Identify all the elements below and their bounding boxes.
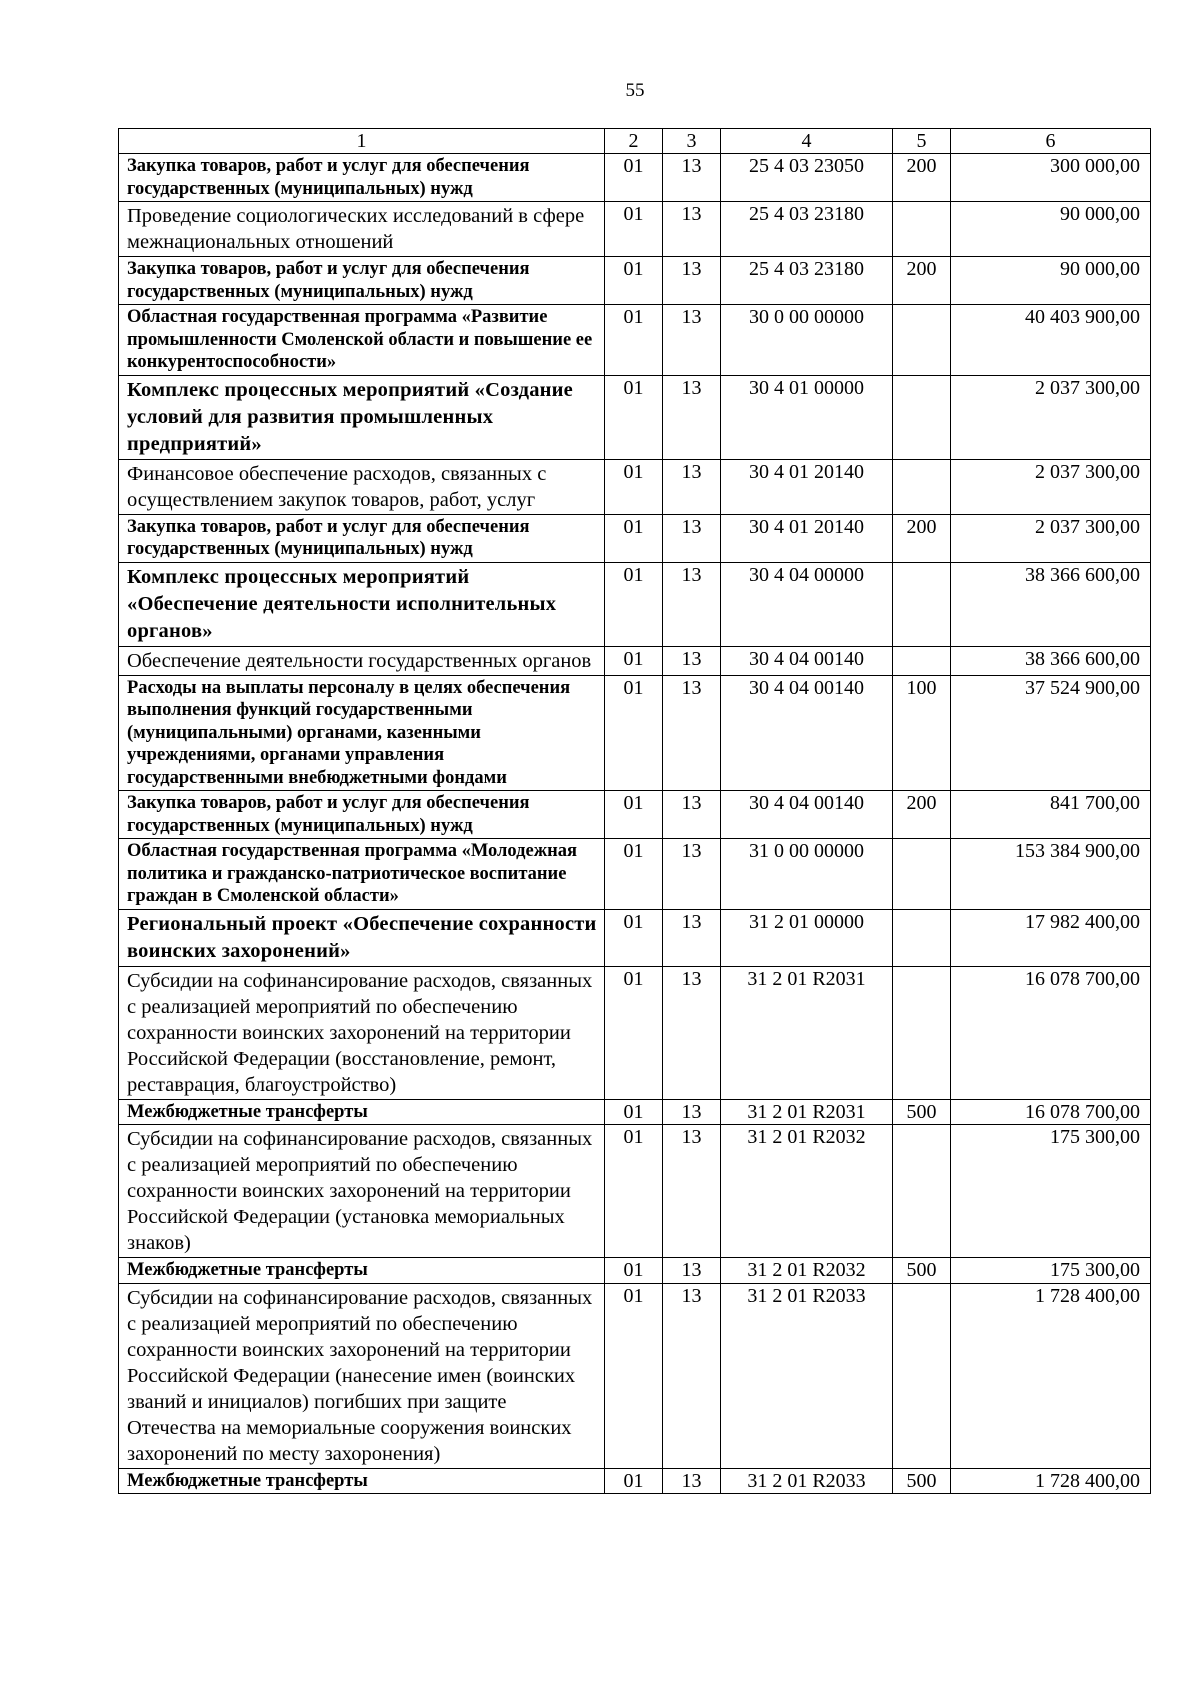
budget-table xyxy=(118,128,1151,1494)
row-name-cell: Областная государственная программа «Развитие промышленности Смоленской области и повышение ее конкурентоспособности» xyxy=(119,305,605,376)
row-amount-cell: 175 300,00 xyxy=(951,1125,1151,1258)
row-expense-type-cell xyxy=(893,1283,951,1468)
row-name-cell: Субсидии на софинансирование расходов, связанных с реализацией мероприятий по обеспечению сохранности воинских захоронений на территории Российской Федерации (нанесение имен (воинских званий и инициалов) погибших при защите Отечества на мемориальные сооружения воинских захоронений по месту захоронения) xyxy=(119,1283,605,1468)
row-section-cell: 01 xyxy=(605,966,663,1099)
row-section-cell: 01 xyxy=(605,839,663,910)
row-expense-type-cell: 500 xyxy=(893,1099,951,1125)
row-amount-cell: 16 078 700,00 xyxy=(951,966,1151,1099)
row-name-cell: Межбюджетные трансферты xyxy=(119,1099,605,1125)
row-subsection-cell: 13 xyxy=(663,966,721,1099)
row-expense-type-cell: 100 xyxy=(893,675,951,791)
table-row xyxy=(119,1258,1151,1284)
row-amount-cell: 90 000,00 xyxy=(951,202,1151,257)
header-cell: 1 xyxy=(119,129,605,154)
row-section-cell: 01 xyxy=(605,202,663,257)
row-subsection-cell: 13 xyxy=(663,375,721,459)
row-section-cell: 01 xyxy=(605,257,663,305)
row-target-article-cell: 30 4 04 00140 xyxy=(721,791,893,839)
row-name-cell: Субсидии на софинансирование расходов, связанных с реализацией мероприятий по обеспечению сохранности воинских захоронений на территории Российской Федерации (установка мемориальных знаков) xyxy=(119,1125,605,1258)
table-row xyxy=(119,646,1151,675)
row-expense-type-cell xyxy=(893,839,951,910)
row-section-cell: 01 xyxy=(605,305,663,376)
header-cell: 6 xyxy=(951,129,1151,154)
row-subsection-cell: 13 xyxy=(663,514,721,562)
row-expense-type-cell xyxy=(893,305,951,376)
row-expense-type-cell xyxy=(893,459,951,514)
row-name-cell: Областная государственная программа «Молодежная политика и гражданско-патриотическое воспитание граждан в Смоленской области» xyxy=(119,839,605,910)
row-section-cell: 01 xyxy=(605,1468,663,1494)
row-subsection-cell: 13 xyxy=(663,839,721,910)
row-name-cell: Субсидии на софинансирование расходов, связанных с реализацией мероприятий по обеспечению сохранности воинских захоронений на территории Российской Федерации (восстановление, ремонт, реставрация, благоустройство) xyxy=(119,966,605,1099)
row-section-cell: 01 xyxy=(605,675,663,791)
row-subsection-cell: 13 xyxy=(663,305,721,376)
row-expense-type-cell xyxy=(893,966,951,1099)
page-number: 55 xyxy=(625,80,645,101)
row-amount-cell: 16 078 700,00 xyxy=(951,1099,1151,1125)
row-expense-type-cell: 200 xyxy=(893,257,951,305)
row-expense-type-cell xyxy=(893,646,951,675)
row-target-article-cell: 31 2 01 R2032 xyxy=(721,1258,893,1284)
table-row xyxy=(119,675,1151,791)
table-row xyxy=(119,202,1151,257)
row-amount-cell: 2 037 300,00 xyxy=(951,375,1151,459)
row-expense-type-cell xyxy=(893,1125,951,1258)
row-target-article-cell: 25 4 03 23180 xyxy=(721,202,893,257)
row-subsection-cell: 13 xyxy=(663,1125,721,1258)
row-target-article-cell: 31 0 00 00000 xyxy=(721,839,893,910)
row-subsection-cell: 13 xyxy=(663,791,721,839)
table-row xyxy=(119,154,1151,202)
table-row xyxy=(119,257,1151,305)
row-amount-cell: 2 037 300,00 xyxy=(951,459,1151,514)
row-target-article-cell: 31 2 01 R2033 xyxy=(721,1283,893,1468)
row-section-cell: 01 xyxy=(605,791,663,839)
row-name-cell: Финансовое обеспечение расходов, связанных с осуществлением закупок товаров, работ, услуг xyxy=(119,459,605,514)
row-amount-cell: 175 300,00 xyxy=(951,1258,1151,1284)
row-amount-cell: 153 384 900,00 xyxy=(951,839,1151,910)
table-row xyxy=(119,1468,1151,1494)
row-name-cell: Закупка товаров, работ и услуг для обеспечения государственных (муниципальных) нужд xyxy=(119,257,605,305)
table-row xyxy=(119,839,1151,910)
row-section-cell: 01 xyxy=(605,1283,663,1468)
row-expense-type-cell: 200 xyxy=(893,791,951,839)
row-subsection-cell: 13 xyxy=(663,675,721,791)
row-name-cell: Обеспечение деятельности государственных органов xyxy=(119,646,605,675)
row-target-article-cell: 30 4 01 00000 xyxy=(721,375,893,459)
table-row xyxy=(119,1283,1151,1468)
row-name-cell: Комплекс процессных мероприятий «Создание условий для развития промышленных предприятий» xyxy=(119,375,605,459)
row-subsection-cell: 13 xyxy=(663,459,721,514)
row-amount-cell: 17 982 400,00 xyxy=(951,909,1151,966)
row-subsection-cell: 13 xyxy=(663,202,721,257)
table-row xyxy=(119,791,1151,839)
row-amount-cell: 300 000,00 xyxy=(951,154,1151,202)
header-cell: 2 xyxy=(605,129,663,154)
row-expense-type-cell: 200 xyxy=(893,514,951,562)
row-subsection-cell: 13 xyxy=(663,562,721,646)
row-target-article-cell: 31 2 01 R2032 xyxy=(721,1125,893,1258)
row-expense-type-cell xyxy=(893,375,951,459)
row-subsection-cell: 13 xyxy=(663,1283,721,1468)
row-name-cell: Расходы на выплаты персоналу в целях обеспечения выполнения функций государственными (муниципальными) органами, казенными учреждениями, органами управления государственными внебюджетными фондами xyxy=(119,675,605,791)
row-target-article-cell: 30 4 04 00140 xyxy=(721,675,893,791)
row-section-cell: 01 xyxy=(605,1258,663,1284)
table-row xyxy=(119,514,1151,562)
row-target-article-cell: 31 2 01 00000 xyxy=(721,909,893,966)
row-target-article-cell: 30 4 04 00000 xyxy=(721,562,893,646)
row-section-cell: 01 xyxy=(605,1099,663,1125)
row-target-article-cell: 30 4 04 00140 xyxy=(721,646,893,675)
row-section-cell: 01 xyxy=(605,459,663,514)
row-name-cell: Закупка товаров, работ и услуг для обеспечения государственных (муниципальных) нужд xyxy=(119,514,605,562)
row-target-article-cell: 31 2 01 R2031 xyxy=(721,966,893,1099)
row-expense-type-cell: 500 xyxy=(893,1468,951,1494)
row-name-cell: Межбюджетные трансферты xyxy=(119,1468,605,1494)
row-target-article-cell: 25 4 03 23180 xyxy=(721,257,893,305)
row-target-article-cell: 30 4 01 20140 xyxy=(721,514,893,562)
row-expense-type-cell: 200 xyxy=(893,154,951,202)
row-name-cell: Закупка товаров, работ и услуг для обеспечения государственных (муниципальных) нужд xyxy=(119,154,605,202)
row-amount-cell: 1 728 400,00 xyxy=(951,1468,1151,1494)
row-amount-cell: 841 700,00 xyxy=(951,791,1151,839)
header-cell: 4 xyxy=(721,129,893,154)
row-name-cell: Межбюджетные трансферты xyxy=(119,1258,605,1284)
header-cell: 5 xyxy=(893,129,951,154)
row-target-article-cell: 31 2 01 R2031 xyxy=(721,1099,893,1125)
table-row xyxy=(119,375,1151,459)
row-target-article-cell: 30 4 01 20140 xyxy=(721,459,893,514)
row-subsection-cell: 13 xyxy=(663,257,721,305)
table-row xyxy=(119,909,1151,966)
row-section-cell: 01 xyxy=(605,562,663,646)
row-section-cell: 01 xyxy=(605,514,663,562)
table-row xyxy=(119,966,1151,1099)
row-section-cell: 01 xyxy=(605,375,663,459)
row-amount-cell: 38 366 600,00 xyxy=(951,646,1151,675)
table-row xyxy=(119,1125,1151,1258)
row-name-cell: Региональный проект «Обеспечение сохранности воинских захоронений» xyxy=(119,909,605,966)
row-section-cell: 01 xyxy=(605,154,663,202)
row-amount-cell: 38 366 600,00 xyxy=(951,562,1151,646)
row-expense-type-cell xyxy=(893,202,951,257)
table-row xyxy=(119,459,1151,514)
row-subsection-cell: 13 xyxy=(663,646,721,675)
row-amount-cell: 37 524 900,00 xyxy=(951,675,1151,791)
row-expense-type-cell: 500 xyxy=(893,1258,951,1284)
row-target-article-cell: 31 2 01 R2033 xyxy=(721,1468,893,1494)
row-section-cell: 01 xyxy=(605,909,663,966)
row-expense-type-cell xyxy=(893,562,951,646)
table-row xyxy=(119,305,1151,376)
row-amount-cell: 90 000,00 xyxy=(951,257,1151,305)
row-subsection-cell: 13 xyxy=(663,909,721,966)
table-row xyxy=(119,1099,1151,1125)
row-section-cell: 01 xyxy=(605,1125,663,1258)
row-name-cell: Закупка товаров, работ и услуг для обеспечения государственных (муниципальных) нужд xyxy=(119,791,605,839)
row-subsection-cell: 13 xyxy=(663,1468,721,1494)
row-subsection-cell: 13 xyxy=(663,1258,721,1284)
row-subsection-cell: 13 xyxy=(663,154,721,202)
header-cell: 3 xyxy=(663,129,721,154)
row-name-cell: Проведение социологических исследований в сфере межнациональных отношений xyxy=(119,202,605,257)
row-target-article-cell: 25 4 03 23050 xyxy=(721,154,893,202)
row-amount-cell: 1 728 400,00 xyxy=(951,1283,1151,1468)
row-section-cell: 01 xyxy=(605,646,663,675)
row-target-article-cell: 30 0 00 00000 xyxy=(721,305,893,376)
table-header-row xyxy=(119,129,1151,154)
row-subsection-cell: 13 xyxy=(663,1099,721,1125)
row-name-cell: Комплекс процессных мероприятий «Обеспечение деятельности исполнительных органов» xyxy=(119,562,605,646)
row-amount-cell: 40 403 900,00 xyxy=(951,305,1151,376)
row-amount-cell: 2 037 300,00 xyxy=(951,514,1151,562)
row-expense-type-cell xyxy=(893,909,951,966)
table-row xyxy=(119,562,1151,646)
